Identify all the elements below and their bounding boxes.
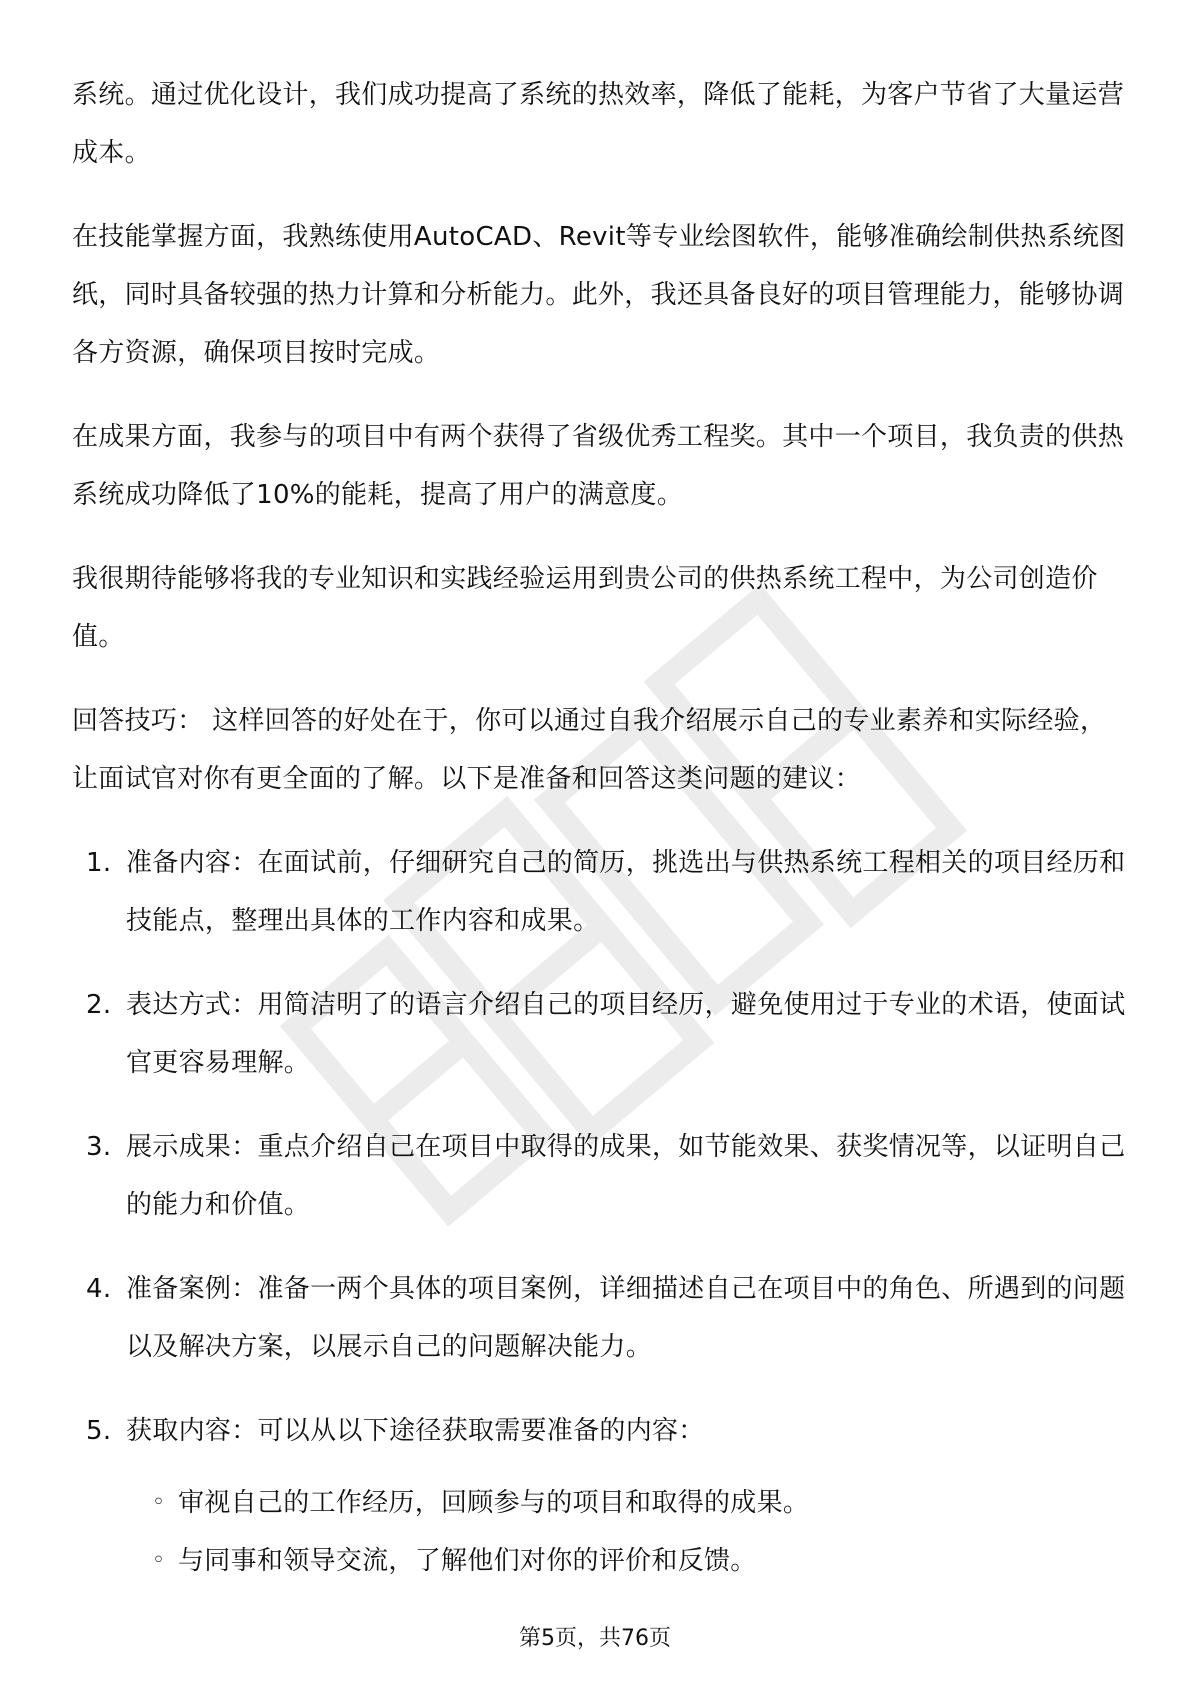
list-item (72, 1260, 1132, 1376)
list-item-number: 5. (86, 1416, 112, 1446)
list-item-number: 1. (86, 848, 112, 878)
paragraph-skills: 在技能掌握方面，我熟练使用AutoCAD、Revit等专业绘图软件，能够准确绘制供热系统图纸，同时具备较强的热力计算和分析能力。此外，我还具备良好的项目管理能力，能够协调各方资源，确保项目按时完成。 (72, 222, 1126, 368)
list-item (72, 1402, 1132, 1460)
list-item-number: 4. (86, 1274, 112, 1304)
list-item (72, 1118, 1132, 1234)
paragraph-intro-continued: 系统。通过优化设计，我们成功提高了系统的热效率，降低了能耗，为客户节省了大量运营成本。 (72, 80, 1125, 168)
paragraph-closing: 我很期待能够将我的专业知识和实践经验运用到贵公司的供热系统工程中，为公司创造价值。 (72, 564, 1098, 652)
tips-list (72, 834, 1132, 1460)
list-item-text: 获取内容：可以从以下途径获取需要准备的内容： (126, 1416, 705, 1446)
page-footer: 第5页，共76页 (519, 1626, 671, 1651)
sources-sublist (72, 1474, 1132, 1590)
list-item (72, 976, 1132, 1092)
document-body (72, 66, 1132, 1590)
sublist-item: ◦ 审视自己的工作经历，回顾参与的项目和取得的成果。 (152, 1474, 1132, 1532)
sublist-item: ◦ 与同事和领导交流，了解他们对你的评价和反馈。 (152, 1532, 1132, 1590)
list-item (72, 834, 1132, 950)
paragraph-answer-tips: 回答技巧： 这样回答的好处在于，你可以通过自我介绍展示自己的专业素养和实际经验，让面试官对你有更全面的了解。以下是准备和回答这类问题的建议： (72, 706, 1107, 794)
paragraph-achievements: 在成果方面，我参与的项目中有两个获得了省级优秀工程奖。其中一个项目，我负责的供热系统成功降低了10%的能耗，提高了用户的满意度。 (72, 422, 1125, 510)
list-item-text: 准备内容：在面试前，仔细研究自己的简历，挑选出与供热系统工程相关的项目经历和技能点，整理出具体的工作内容和成果。 (126, 848, 1126, 936)
list-item-text: 准备案例：准备一两个具体的项目案例，详细描述自己在项目中的角色、所遇到的问题以及解决方案，以展示自己的问题解决能力。 (126, 1274, 1126, 1362)
list-item-number: 2. (86, 990, 112, 1020)
list-item-number: 3. (86, 1132, 112, 1162)
list-item-text: 表达方式：用简洁明了的语言介绍自己的项目经历，避免使用过于专业的术语，使面试官更容易理解。 (126, 990, 1126, 1078)
list-item-text: 展示成果：重点介绍自己在项目中取得的成果，如节能效果、获奖情况等，以证明自己的能力和价值。 (126, 1132, 1126, 1220)
